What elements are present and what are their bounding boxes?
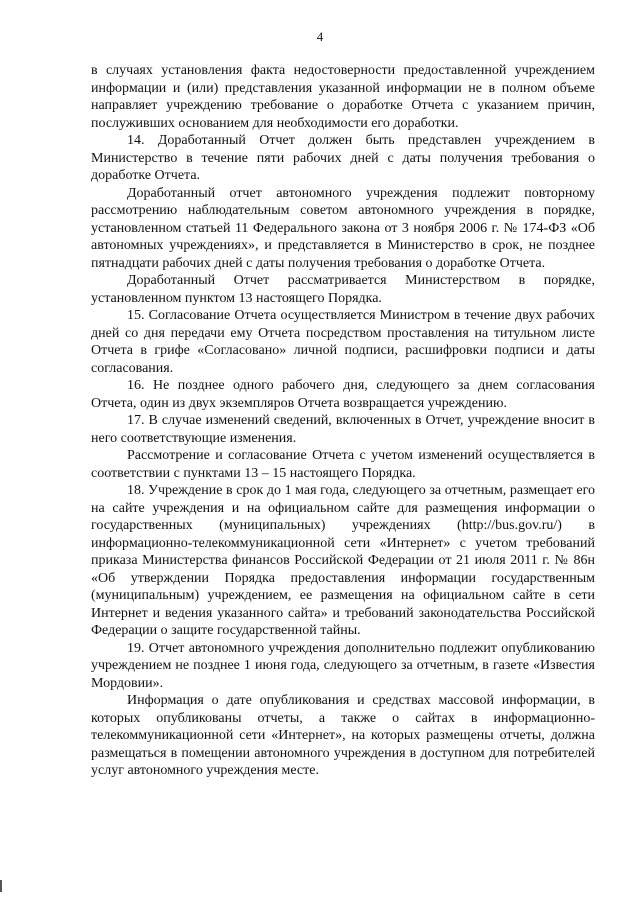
paragraph-revised-report: Доработанный отчет автономного учреждения подлежит повторному рассмотрению наблюдательным советом автономного учреждения в порядке, установленном статьей 11 Федерального закона от 3 ноября 2006 г. № 174-ФЗ «Об автономных учреждениях», и представляется в Министерство в срок, не позднее пятнадцати рабочих дней с даты получения требования о доработке Отчета. (91, 185, 595, 271)
paragraph-publication-info: Информация о дате опубликования и средствах массовой информации, в которых опубликованы отчеты, а также о сайтах в информационно-телекоммуникационной сети «Интернет», на которых размещены отчеты, должна размещаться в помещении автономного учреждения в доступном для потребителей услуг автономного учреждения месте. (91, 693, 595, 778)
paragraph-revised-review: Доработанный Отчет рассматривается Министерством в порядке, установленном пунктом 13 настоящего Порядка. (91, 273, 595, 306)
paragraph-changes-review: Рассмотрение и согласование Отчета с учетом изменений осуществляется в соответствии с пунктами 13 – 15 настоящего Порядка. (91, 448, 595, 481)
paragraph-continuation: в случаях установления факта недостоверности предоставленной учреждением информации и (или) представления указанной информации не в полном объеме направляет учреждению требование о доработке Отчета с указанием причин, послуживших основанием для необходимости его доработки. (91, 63, 595, 131)
paragraph-item-14: 14. Доработанный Отчет должен быть представлен учреждением в Министерство в течение пяти рабочих дней с даты получения требования о доработке Отчета. (91, 133, 595, 183)
page-number: 4 (316, 29, 324, 44)
paragraph-item-19: 19. Отчет автономного учреждения дополнительно подлежит опубликованию учреждением не позднее 1 июня года, следующего за отчетным, в газете «Известия Мордовии». (91, 640, 595, 691)
paragraph-item-15: 15. Согласование Отчета осуществляется Министром в течение двух рабочих дней со дня передачи ему Отчета посредством проставления на титульном листе Отчета в грифе «Согласовано» личной подписи, расшифровки подписи и даты согласования. (91, 308, 595, 376)
paragraph-item-17: 17. В случае изменений сведений, включенных в Отчет, учреждение вносит в него соответствующие изменения. (91, 413, 595, 446)
paragraph-item-16: 16. Не позднее одного рабочего дня, следующего за днем согласования Отчета, один из двух экземпляров Отчета возвращается учреждению. (91, 378, 595, 411)
document-body (91, 62, 595, 780)
paragraph-item-18: 18. Учреждение в срок до 1 мая года, следующего за отчетным, размещает его на сайте учреждения и на официальном сайте для размещения информации о государственных (муниципальных) учреждениях (http://bus.gov.ru/) в информационно-телекоммуникационной сети «Интернет» с учетом требований приказа Министерства финансов Российской Федерации от 21 июля 2011 г. № 86н «Об утверждении Порядка предоставления информации государственным (муниципальным) учреждением, ее размещения на официальном сайте в сети Интернет и ведения указанного сайта» и требований законодательства Российской Федерации о защите государственной тайны. (91, 483, 595, 638)
scan-edge-mark (0, 880, 2, 892)
